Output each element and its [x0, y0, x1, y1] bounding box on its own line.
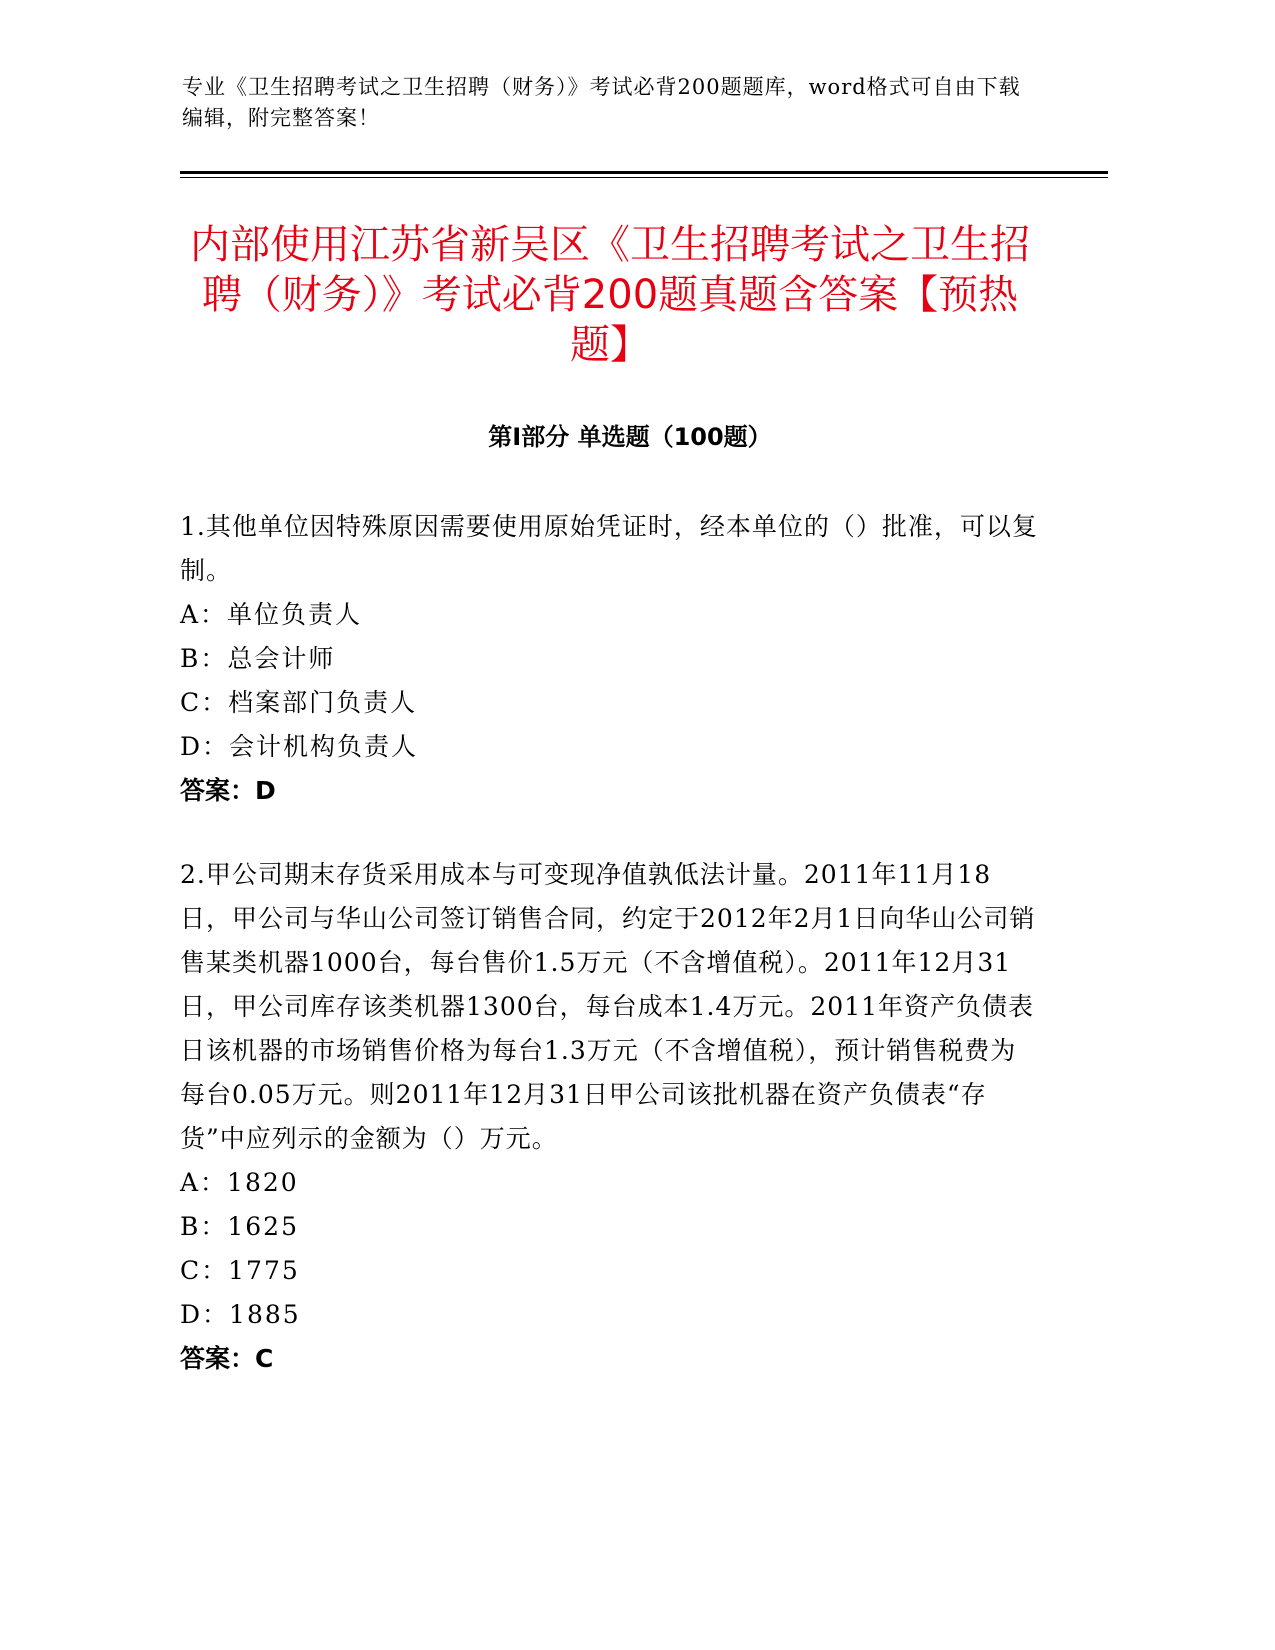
header-divider-thick	[180, 171, 1108, 174]
option-a: A：1820	[180, 1168, 299, 1197]
question-2	[180, 853, 1040, 1381]
option-b: B：1625	[180, 1212, 299, 1241]
question-stem: 2.甲公司期末存货采用成本与可变现净值孰低法计量。2011年11月18日，甲公司与华山公司签订销售合同，约定于2012年2月1日向华山公司销售某类机器1000台，每台售价1.5万元（不含增值税）。2011年12月31日，甲公司库存该类机器1300台，每台成本1.4万元。2011年资产负债表日该机器的市场销售价格为每台1.3万元（不含增值税），预计销售税费为每台0.05万元。则2011年12月31日甲公司该批机器在资产负债表“存货”中应列示的金额为（）万元。	[180, 860, 1036, 1153]
question-stem: 1.其他单位因特殊原因需要使用原始凭证时，经本单位的（）批准，可以复制。	[180, 512, 1038, 585]
question-1	[180, 505, 1040, 813]
option-c: C：档案部门负责人	[180, 688, 418, 717]
header-note: 专业《卫生招聘考试之卫生招聘（财务）》考试必背200题题库，word格式可自由下载编辑，附完整答案！	[182, 75, 1021, 130]
option-a: A：单位负责人	[180, 600, 363, 629]
document-title: 内部使用江苏省新吴区《卫生招聘考试之卫生招聘（财务）》考试必背200题真题含答案【预热题】	[190, 222, 1030, 368]
section-title: 第I部分 单选题（100题）	[488, 423, 772, 451]
option-d: D：会计机构负责人	[180, 732, 419, 761]
answer: 答案：C	[180, 1344, 274, 1373]
option-d: D：1885	[180, 1300, 301, 1329]
answer: 答案：D	[180, 776, 276, 805]
header-divider-thin	[180, 177, 1108, 178]
option-c: C：1775	[180, 1256, 300, 1285]
option-b: B：总会计师	[180, 644, 336, 673]
